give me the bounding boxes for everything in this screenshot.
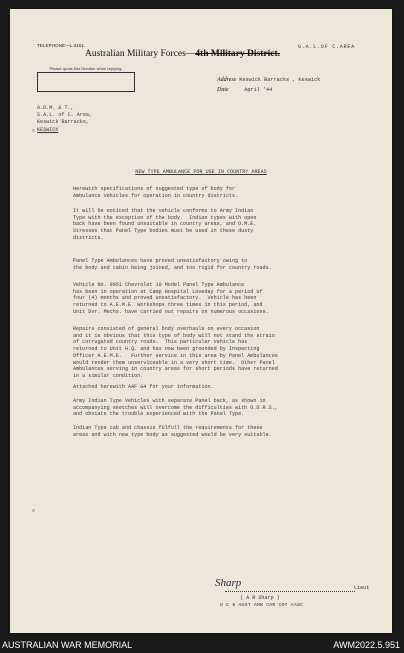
address-value: Keswick Barracks , Keswick bbox=[239, 77, 321, 83]
recipient-line: Keswick Barracks, bbox=[37, 119, 89, 126]
punch-hole bbox=[32, 129, 35, 132]
body-paragraph: Attached herewith AAF G4 for your information. bbox=[73, 384, 214, 390]
recipient-line: S.A.L. of C. Area, bbox=[37, 112, 93, 119]
address-label: Address bbox=[217, 77, 237, 83]
recipient-line: KESWICK bbox=[37, 126, 59, 133]
letterhead-title bbox=[85, 49, 280, 59]
punch-hole bbox=[32, 509, 35, 512]
body-paragraph: It will be noticed that the vehicle conforms to Army Indian Type with the exception of the body. Indian types with open back have been found unsuitable in country areas, and O.M.E. Stresses that Panel Type bodies must be used in these dusty districts. bbox=[73, 208, 257, 241]
subject-heading: NEW TYPE AMBULANCE FOR USE IN COUNTRY AREAS bbox=[135, 169, 267, 175]
date-label: Date bbox=[217, 87, 229, 93]
signature-rank: Lieut bbox=[354, 585, 370, 591]
reference-number-box bbox=[37, 72, 135, 92]
body-paragraph: Vehicle No. 9951 Chevrolet 19 Model Panel Type Ambulance has been in operation at Camp Hospital Loveday for a period of four (4) months and proved unsatisfactory. Vehicle has been returned to A.E.M.E. Workshops three times in this period, and Unit Dvr. Mechs. have carried out repairs on numerous occasions. bbox=[73, 282, 269, 315]
archive-reference: AWM2022.5.951 bbox=[333, 640, 400, 650]
letter-page bbox=[10, 9, 392, 633]
archive-credit: AUSTRALIAN WAR MEMORIAL bbox=[2, 640, 133, 650]
date-line bbox=[217, 87, 272, 93]
date-value: April '44 bbox=[244, 87, 273, 93]
body-paragraph: Army Indian Type Vehicles with separate Panel back, as shown in accompanying sketches will overcome the difficulties with O.D.R.S., and obviate the trouble experienced with the Panel Type. bbox=[73, 398, 278, 418]
body-paragraph: Indian Type cab and chassis fulfull the requirements for these areas and with new type body as suggested would be very suitable. bbox=[73, 425, 272, 438]
handwritten-signature: Sharp bbox=[215, 577, 242, 589]
body-paragraph: Panel Type Ambulances have proved unsatisfactory owing to the body and cabin being joined, and too rigid for country roads. bbox=[73, 258, 272, 271]
body-paragraph: Herewith specifications of suggested type of body for Ambulance Vehicles for operation in country districts. bbox=[73, 186, 239, 199]
address-line bbox=[217, 77, 320, 83]
signatory-unit: O C 8 AUST AMB CAR COY AASC bbox=[220, 603, 304, 608]
recipient-line: A.D.M. & T., bbox=[37, 105, 74, 111]
signature-line bbox=[225, 591, 355, 592]
recipient-block bbox=[37, 105, 92, 134]
body-paragraph: Repairs consisted of general body overhauls on every occasion and it is obvious that this type of body will not stand the strain of corrugated country roads. This particular vehicle has returned to Unit H.Q. and has now been grounded by Inspecting Officer A.E.M.E. Further service in this area by Panel Ambulances would render them unserviceable in a very short time. Other Panel Ambulances serving in country areas for short periods have returned in a similar condition. bbox=[73, 326, 278, 379]
overtyped-command: G.A.L.OF C.AREA bbox=[298, 44, 356, 50]
reference-box-label: Please quote this Number when replying. bbox=[49, 66, 123, 71]
telephone-line: TELEPHONE—L.4101. bbox=[37, 43, 86, 48]
letterhead-title-main: Australian Military Forces— bbox=[85, 49, 196, 59]
signatory-name: ( A R Sharp ) bbox=[240, 595, 280, 601]
letterhead-title-struck: 4th Military District. bbox=[195, 49, 280, 59]
